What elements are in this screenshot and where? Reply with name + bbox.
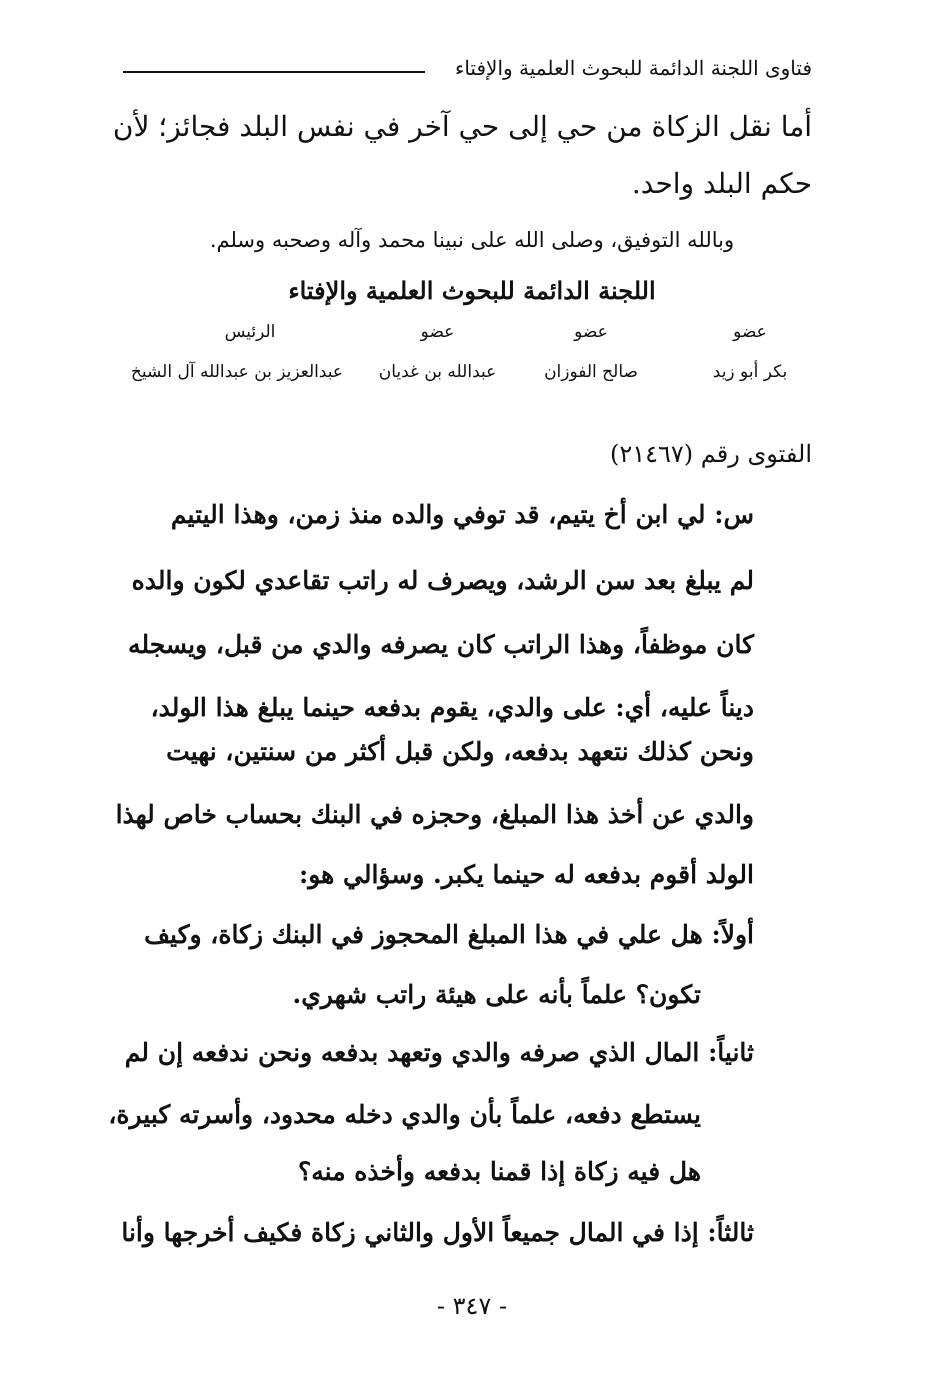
question-line: كان موظفاً، وهذا الراتب كان يصرفه والدي من قبل، ويسجله xyxy=(128,630,754,659)
question-line: يستطع دفعه، علماً بأن والدي دخله محدود، وأسرته كبيرة، xyxy=(108,1100,701,1129)
question-line: لم يبلغ بعد سن الرشد، ويصرف له راتب تقاعدي لكون والده xyxy=(131,566,754,595)
closing-prayer: وبالله التوفيق، وصلى الله على نبينا محمد وآله وصحبه وسلم. xyxy=(209,228,735,252)
member-role: عضو xyxy=(420,322,455,342)
page-number: - ٣٤٧ - xyxy=(436,1292,508,1320)
question-line: هل فيه زكاة إذا قمنا بدفعه وأخذه منه؟ xyxy=(297,1157,701,1186)
member-role: عضو xyxy=(574,322,608,342)
question-line: ثانياً: المال الذي صرفه والدي وتعهد بدفعه ونحن ندفعه إن لم xyxy=(124,1038,754,1067)
chairman-name: عبدالعزيز بن عبدالله آل الشيخ xyxy=(130,362,344,382)
committee-title: اللجنة الدائمة للبحوث العلمية والإفتاء xyxy=(288,276,656,305)
chairman-role: الرئيس xyxy=(224,322,276,342)
paragraph-line: حكم البلد واحد. xyxy=(631,167,812,200)
running-header: فتاوى اللجنة الدائمة للبحوث العلمية والإفتاء xyxy=(454,56,812,80)
member-role: عضو xyxy=(733,322,767,342)
question-line: والدي عن أخذ هذا المبلغ، وحجزه في البنك بحساب خاص لهذا xyxy=(115,800,754,829)
header-rule xyxy=(123,71,425,73)
question-line: أولاً: هل علي في هذا المبلغ المحجوز في البنك زكاة، وكيف xyxy=(144,920,754,949)
member-name: عبدالله بن غديان xyxy=(378,362,497,382)
member-name: بكر أبو زيد xyxy=(712,362,788,382)
paragraph-line: أما نقل الزكاة من حي إلى حي آخر في نفس البلد فجائز؛ لأن xyxy=(112,110,812,143)
member-name: صالح الفوزان xyxy=(544,362,638,382)
question-line: س: لي ابن أخ يتيم، قد توفي والده منذ زمن، وهذا اليتيم xyxy=(170,500,754,529)
question-line: تكون؟ علماً بأنه على هيئة راتب شهري. xyxy=(292,980,701,1009)
question-line: ديناً عليه، أي: على والدي، يقوم بدفعه حينما يبلغ هذا الولد، xyxy=(150,693,754,722)
question-line: الولد أقوم بدفعه له حينما يكبر. وسؤالي هو: xyxy=(298,860,754,889)
question-line: ثالثاً: إذا في المال جميعاً الأول والثاني زكاة فكيف أخرجها وأنا xyxy=(121,1218,754,1247)
fatwa-number: الفتوى رقم (٢١٤٦٧) xyxy=(609,440,812,468)
question-line: ونحن كذلك نتعهد بدفعه، ولكن قبل أكثر من سنتين، نهيت xyxy=(166,737,754,766)
